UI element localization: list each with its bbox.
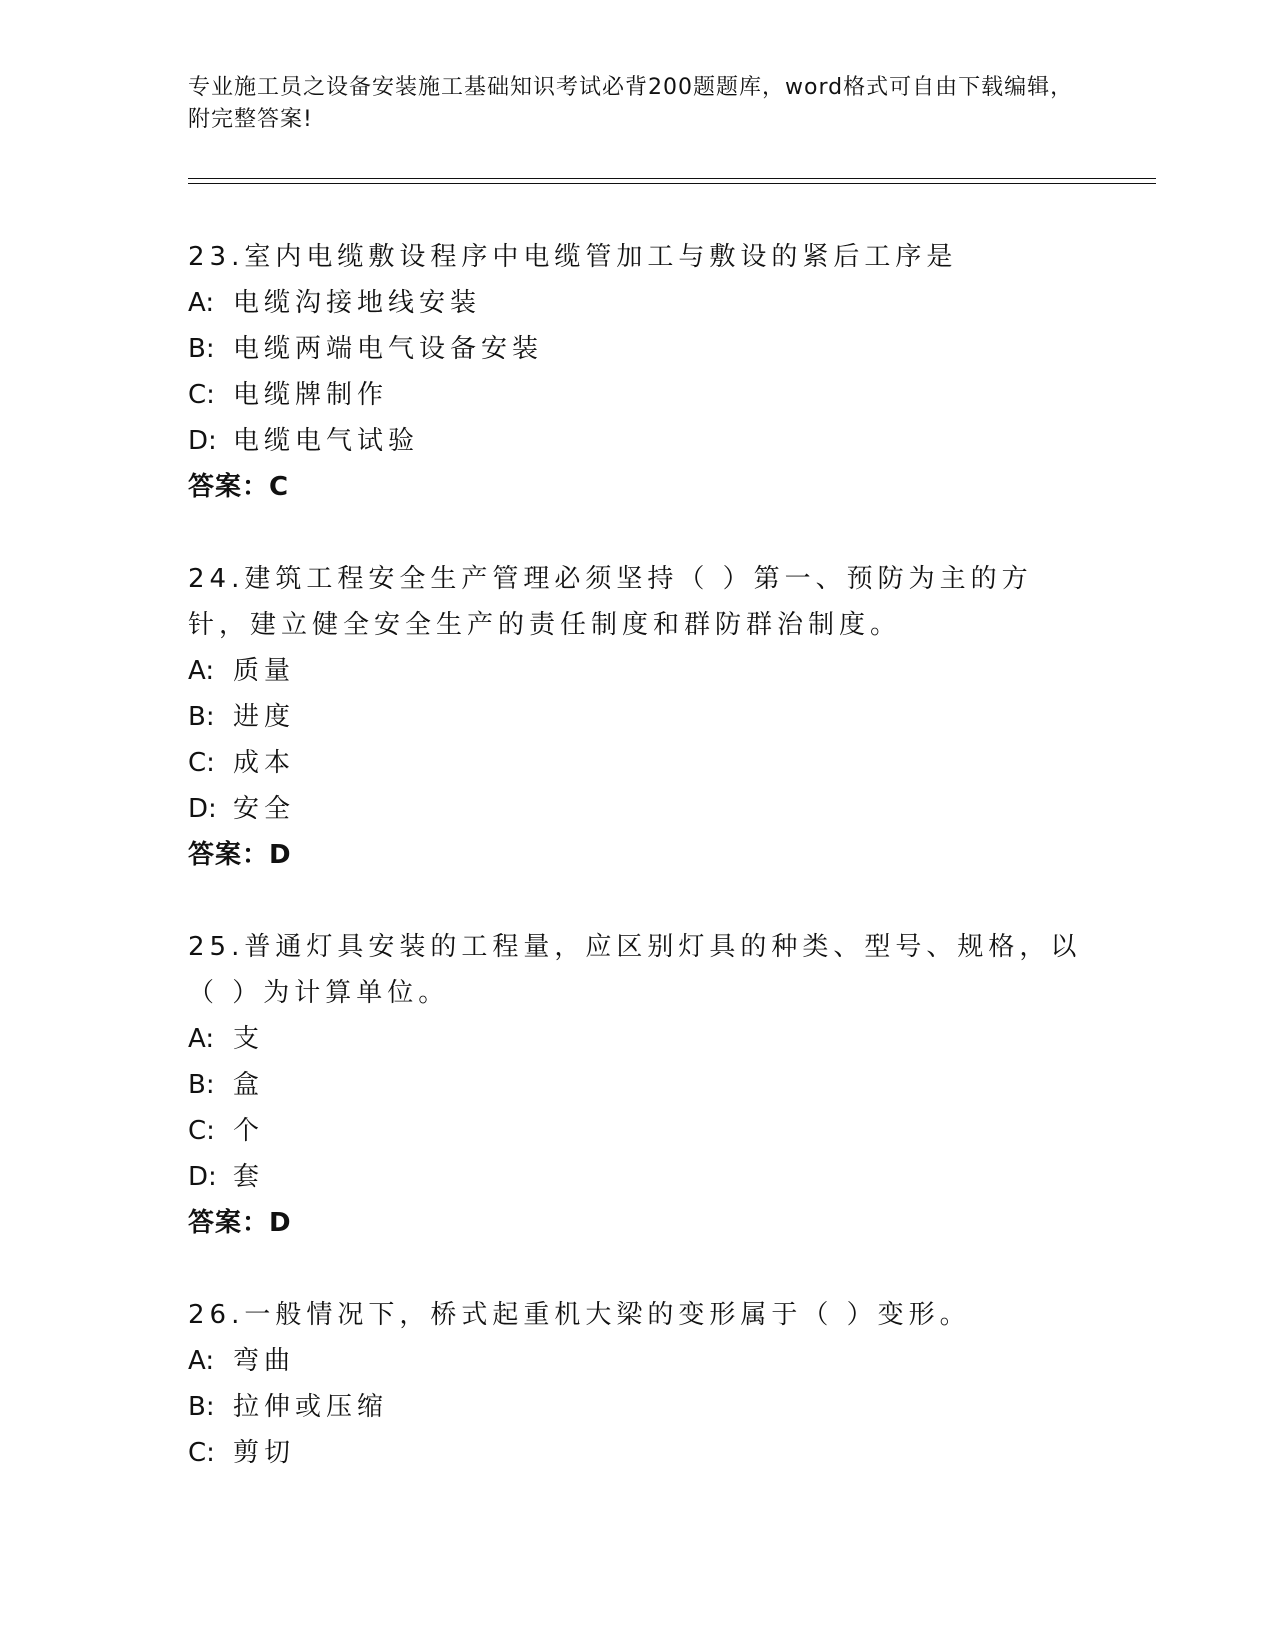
option-text: 电缆沟接地线安装 xyxy=(233,288,482,318)
option-c xyxy=(188,740,1088,786)
answer-line: 答案：D xyxy=(188,840,292,870)
option-letter: A: xyxy=(188,288,215,318)
option-text: 质量 xyxy=(233,656,296,686)
option-a xyxy=(188,1338,1088,1384)
option-text: 电缆牌制作 xyxy=(233,380,389,410)
option-letter: D: xyxy=(188,426,217,456)
question-text: 23.室内电缆敷设程序中电缆管加工与敷设的紧后工序是 xyxy=(188,242,958,272)
option-letter: B: xyxy=(188,1392,215,1422)
option-c xyxy=(188,1430,1088,1476)
option-b xyxy=(188,1384,1088,1430)
option-letter: C: xyxy=(188,380,215,410)
option-text: 电缆两端电气设备安装 xyxy=(233,334,544,364)
option-b xyxy=(188,326,1088,372)
option-d xyxy=(188,786,1088,832)
document-header: 专业施工员之设备安装施工基础知识考试必背200题题库，word格式可自由下载编辑，附完整答案! xyxy=(188,75,1074,132)
option-b xyxy=(188,1062,1088,1108)
question-23 xyxy=(188,234,1088,510)
option-a xyxy=(188,280,1088,326)
option-d xyxy=(188,418,1088,464)
option-b xyxy=(188,694,1088,740)
option-letter: B: xyxy=(188,1070,215,1100)
option-a xyxy=(188,648,1088,694)
option-text: 成本 xyxy=(233,748,296,778)
option-letter: A: xyxy=(188,656,215,686)
header-divider-top xyxy=(188,178,1156,179)
question-text: 24.建筑工程安全生产管理必须坚持（ ）第一、预防为主的方针，建立健全安全生产的责任制度和群防群治制度。 xyxy=(188,564,1033,640)
option-letter: D: xyxy=(188,1162,217,1192)
option-letter: C: xyxy=(188,748,215,778)
option-letter: B: xyxy=(188,702,215,732)
option-letter: A: xyxy=(188,1024,215,1054)
option-text: 进度 xyxy=(233,702,296,732)
option-letter: B: xyxy=(188,334,215,364)
answer-line: 答案：D xyxy=(188,1208,292,1238)
option-text: 套 xyxy=(233,1162,265,1192)
option-d xyxy=(188,1154,1088,1200)
option-text: 拉伸或压缩 xyxy=(233,1392,389,1422)
option-letter: D: xyxy=(188,794,217,824)
option-text: 安全 xyxy=(233,794,296,824)
option-letter: A: xyxy=(188,1346,215,1376)
option-letter: C: xyxy=(188,1438,215,1468)
option-letter: C: xyxy=(188,1116,215,1146)
option-text: 弯曲 xyxy=(233,1346,296,1376)
option-text: 支 xyxy=(233,1024,265,1054)
option-c xyxy=(188,372,1088,418)
option-a xyxy=(188,1016,1088,1062)
option-text: 电缆电气试验 xyxy=(233,426,420,456)
option-text: 剪切 xyxy=(233,1438,296,1468)
question-26 xyxy=(188,1292,1088,1476)
question-24 xyxy=(188,556,1088,878)
header-divider-bottom xyxy=(188,183,1156,184)
answer-line: 答案：C xyxy=(188,472,290,502)
question-25 xyxy=(188,924,1088,1246)
option-c xyxy=(188,1108,1088,1154)
question-list xyxy=(188,234,1088,1522)
option-text: 盒 xyxy=(233,1070,265,1100)
question-text: 25.普通灯具安装的工程量，应区别灯具的种类、型号、规格，以（ ）为计算单位。 xyxy=(188,932,1082,1008)
question-text: 26.一般情况下，桥式起重机大梁的变形属于（ ）变形。 xyxy=(188,1300,971,1330)
option-text: 个 xyxy=(233,1116,265,1146)
